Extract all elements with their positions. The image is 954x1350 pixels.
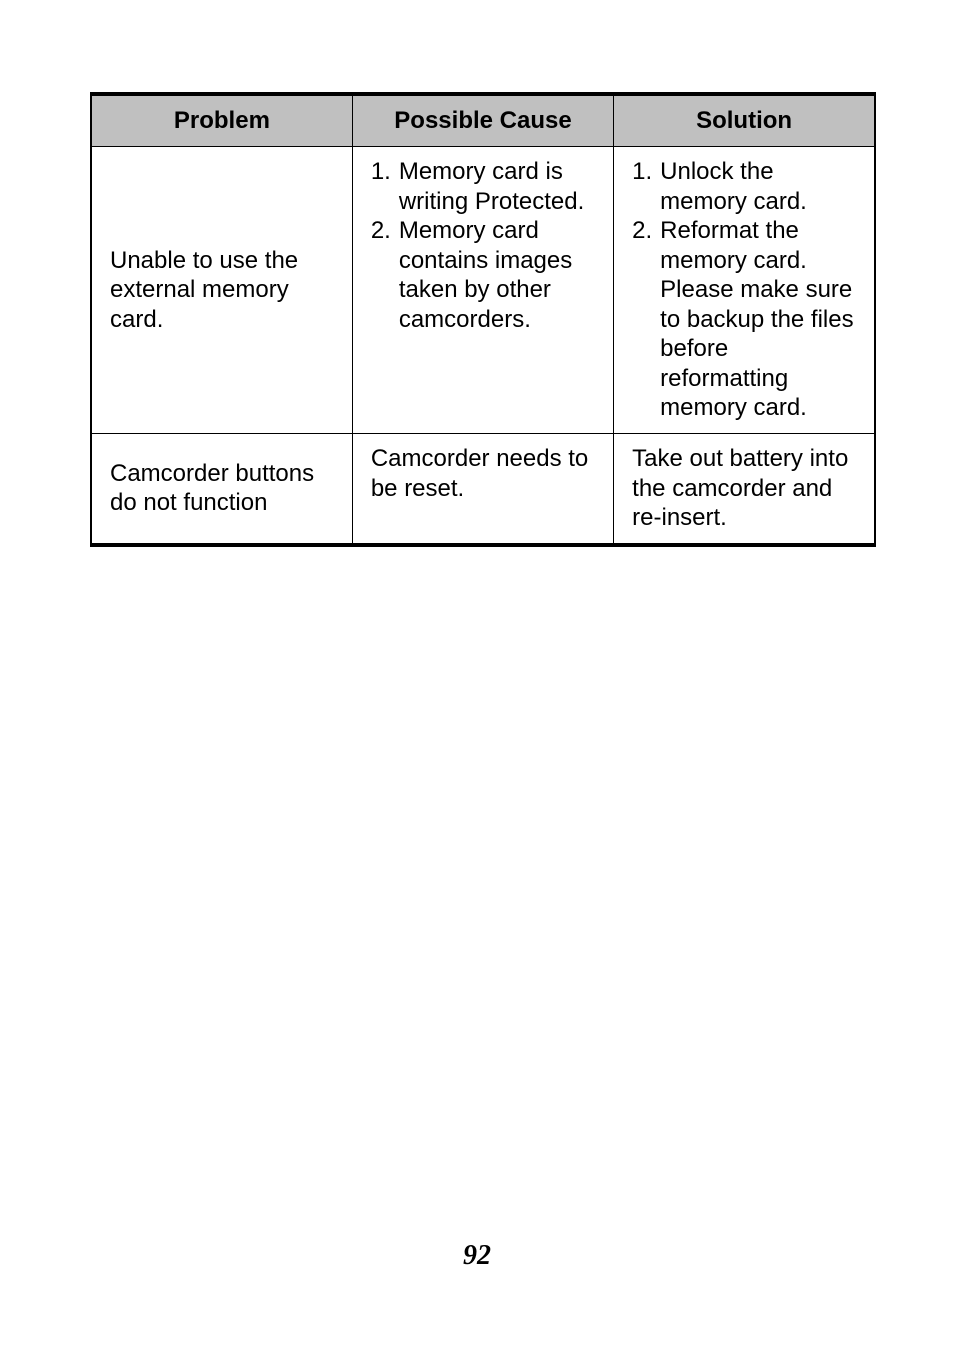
problem-cell: [91, 434, 352, 545]
list-item: [371, 157, 597, 216]
list-item: [371, 216, 597, 334]
header-solution: Solution: [614, 94, 875, 147]
list-text: Memory card is writing Protected.: [398, 158, 585, 215]
list-item: [632, 157, 858, 216]
solution-cell: [614, 434, 875, 545]
cause-cell: [352, 434, 613, 545]
list-text: Memory card contains images taken by other camcorders.: [398, 217, 573, 333]
header-possible-cause: Possible Cause: [352, 94, 613, 147]
header-problem: Problem: [91, 94, 352, 147]
list-number: 1.: [370, 158, 391, 185]
cause-cell: [352, 147, 613, 434]
problem-cell: [91, 147, 352, 434]
solution-cell: [614, 147, 875, 434]
solution-list: [632, 157, 858, 423]
table-row: [91, 147, 875, 434]
page-number: 92: [463, 1240, 491, 1271]
list-text: Reformat the memory card. Please make sure to backup the files before reformatting memory card.: [660, 217, 854, 421]
list-number: 1.: [632, 158, 653, 185]
table-header-row: [91, 94, 875, 147]
list-item: [632, 216, 858, 423]
table-row: [91, 434, 875, 545]
troubleshooting-table: [90, 92, 876, 547]
cause-text: Camcorder needs to be reset.: [370, 445, 589, 502]
list-number: 2.: [370, 217, 391, 244]
problem-text: Unable to use the external memory card.: [110, 246, 299, 333]
list-text: Unlock the memory card.: [660, 158, 807, 215]
cause-list: [371, 157, 597, 334]
list-number: 2.: [632, 217, 653, 244]
solution-text: Take out battery into the camcorder and re-insert.: [632, 445, 849, 531]
problem-text: Camcorder buttons do not function: [110, 459, 315, 517]
